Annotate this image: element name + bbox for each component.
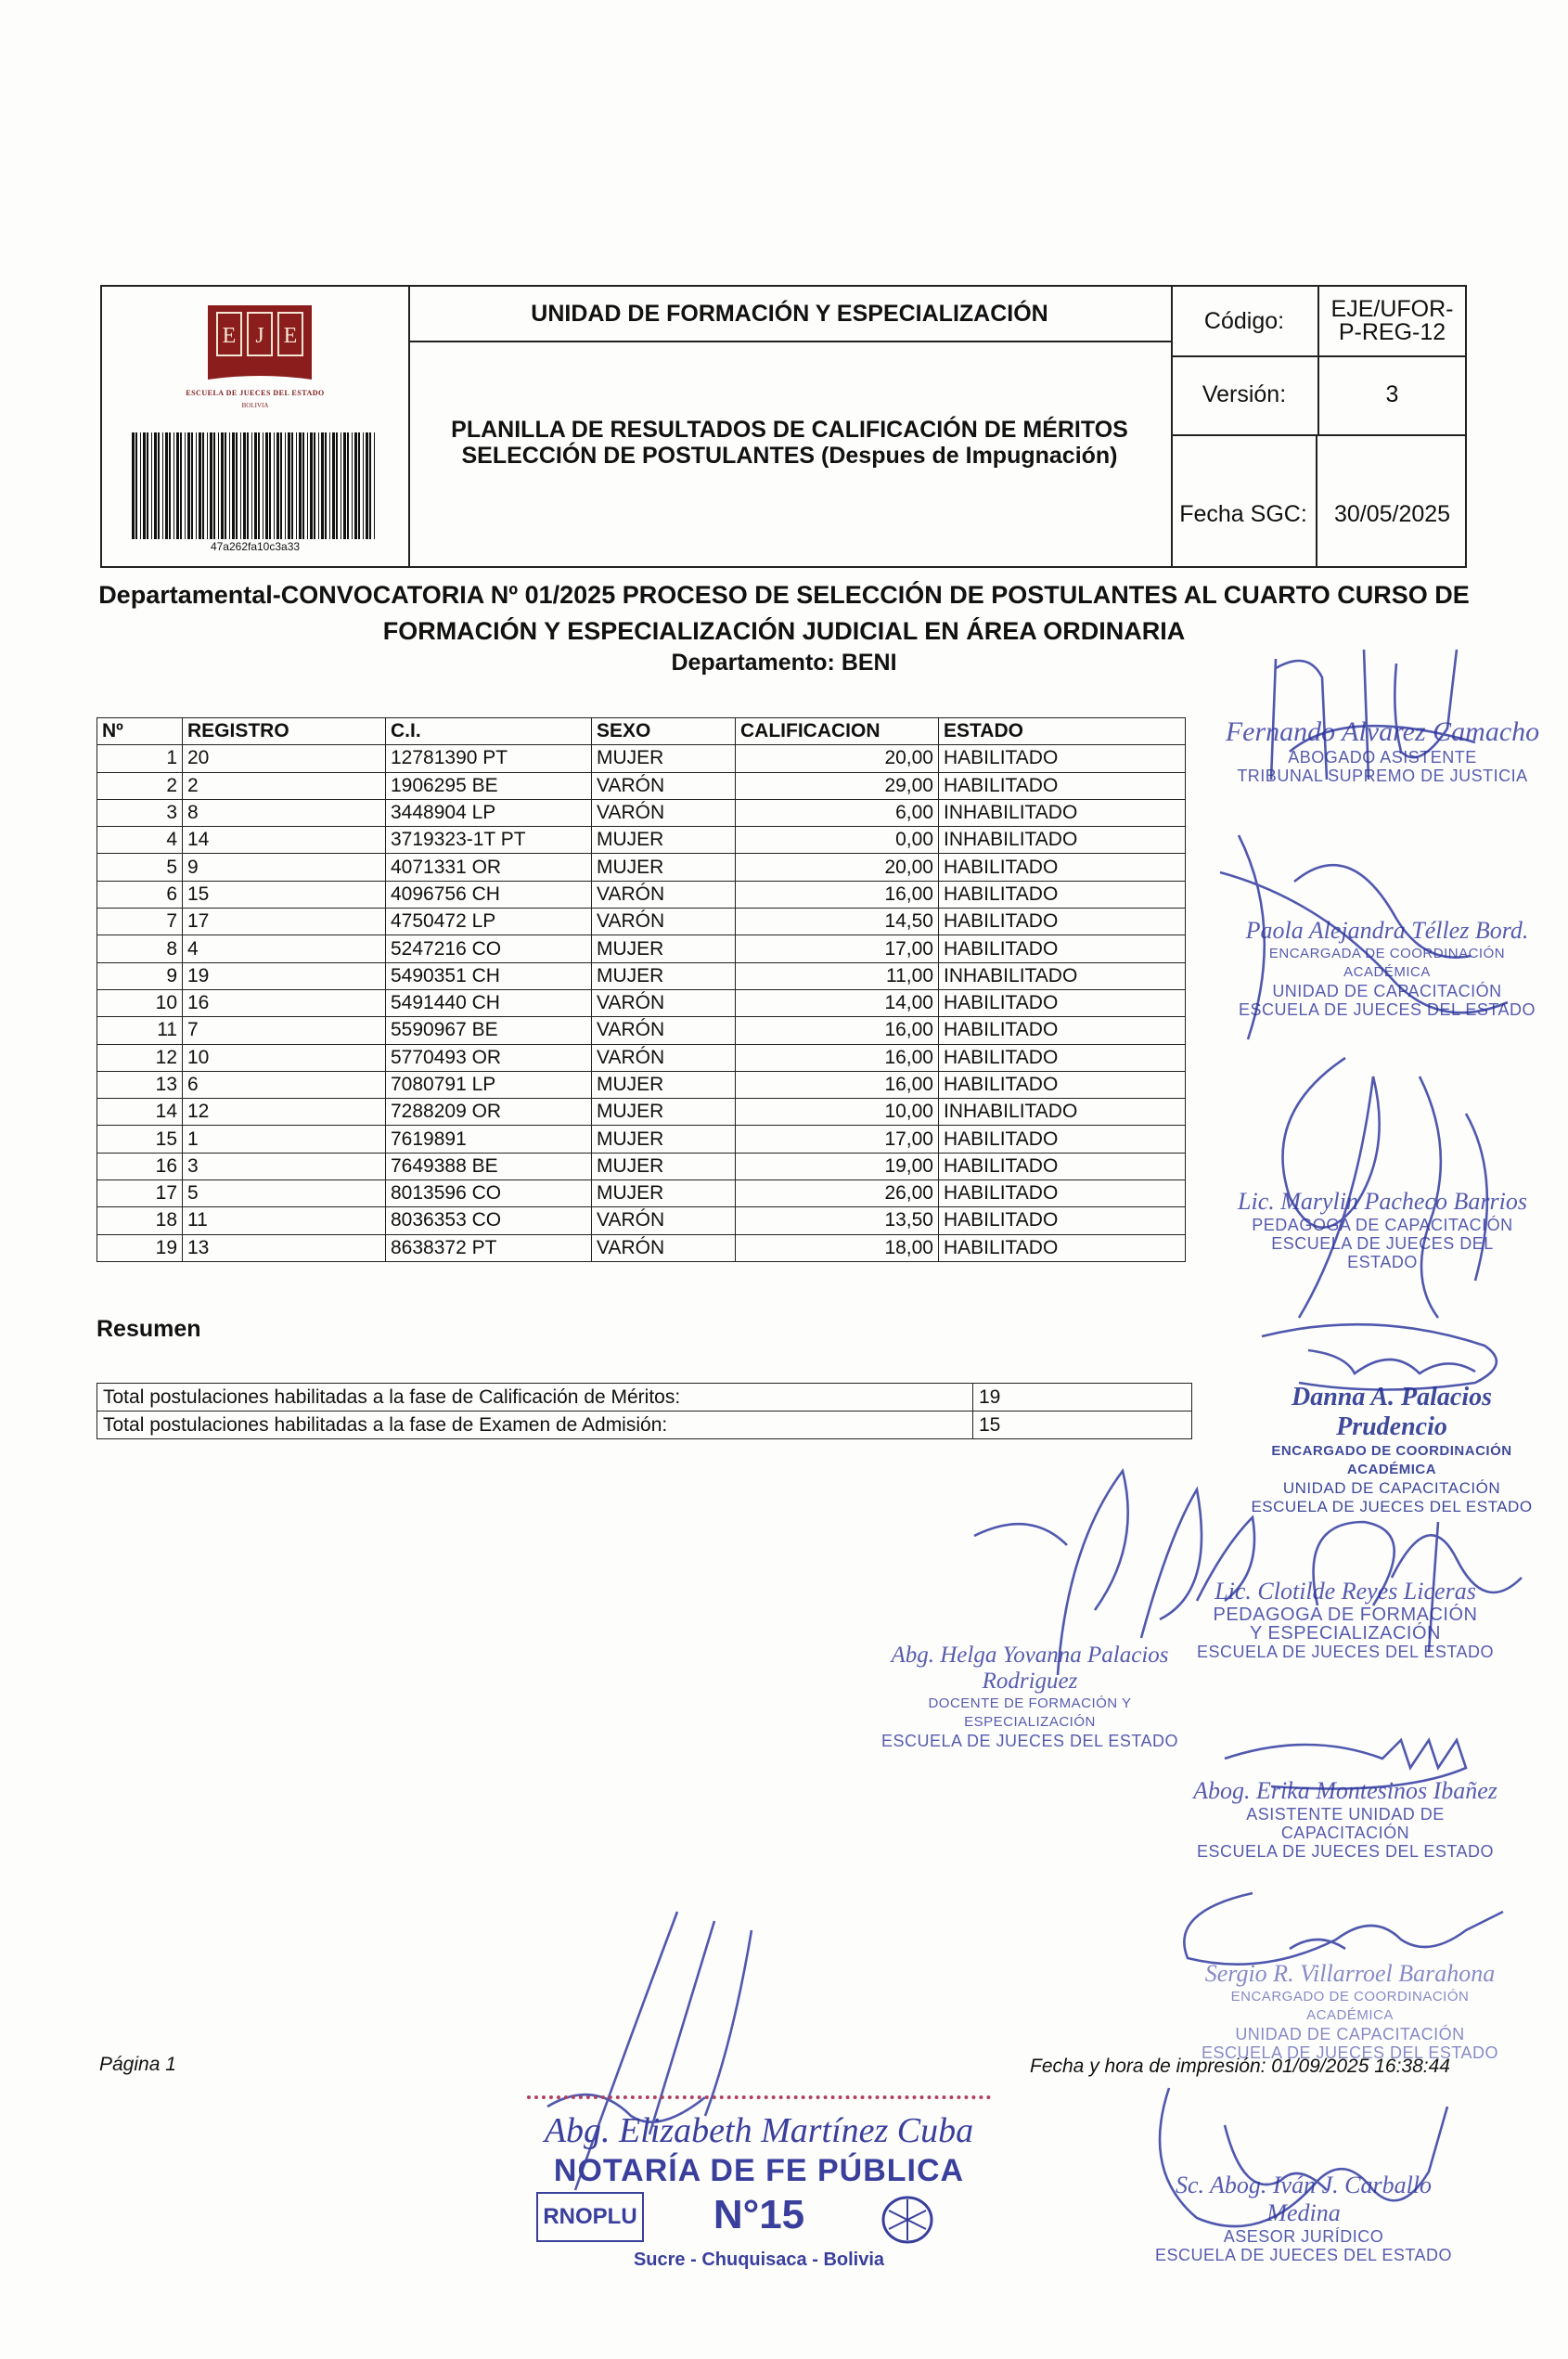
cell-estado: HABILITADO xyxy=(939,989,1186,1016)
barcode-bar xyxy=(325,432,327,539)
cell-calificacion: 16,00 xyxy=(736,1071,939,1098)
notary-name: Abg. Elizabeth Martínez Cuba xyxy=(544,2111,974,2150)
table-row xyxy=(97,772,1186,799)
table-row xyxy=(97,1207,1186,1234)
summary-row xyxy=(97,1384,1192,1412)
barcode-bar xyxy=(185,432,186,539)
cell-estado: INHABILITADO xyxy=(939,1099,1186,1126)
barcode-bar xyxy=(151,432,152,539)
cell-n: 8 xyxy=(97,935,183,962)
cell-calificacion: 14,50 xyxy=(736,909,939,935)
svg-text:E: E xyxy=(283,324,298,348)
signature-fernando xyxy=(1234,640,1503,789)
barcode-bar xyxy=(314,432,315,539)
barcode-bar xyxy=(321,432,324,539)
cell-estado: HABILITADO xyxy=(939,909,1186,935)
cell-calificacion: 17,00 xyxy=(736,1126,939,1153)
stamp-name: Lic. Marylin Pacheco Barrios xyxy=(1238,1188,1527,1215)
column-header: ESTADO xyxy=(939,718,1186,745)
cell-estado: HABILITADO xyxy=(939,1126,1186,1153)
cell-calificacion: 18,00 xyxy=(736,1234,939,1261)
signature-clotilde xyxy=(1243,1466,1531,1680)
barcode-bar xyxy=(169,432,171,539)
stamp-name: Paola Alejandra Téllez Bord. xyxy=(1245,917,1529,944)
cell-registro: 6 xyxy=(183,1071,386,1098)
cell-registro: 4 xyxy=(183,935,386,962)
cell-registro: 3 xyxy=(183,1153,386,1180)
table-row xyxy=(97,989,1186,1016)
barcode-bar xyxy=(276,432,279,539)
cell-estado: HABILITADO xyxy=(939,1044,1186,1071)
barcode-bar xyxy=(132,432,135,539)
unit-title: UNIDAD DE FORMACIÓN Y ESPECIALIZACIÓN xyxy=(408,287,1171,342)
svg-text:E: E xyxy=(222,324,237,348)
summary-value: 15 xyxy=(973,1412,1192,1439)
cell-n: 12 xyxy=(97,1044,183,1071)
table-row xyxy=(97,1126,1186,1153)
barcode-bar xyxy=(343,432,346,539)
cell-n: 5 xyxy=(97,854,183,881)
barcode-bar xyxy=(202,432,204,539)
stamp-name: Lic. Clotilde Reyes Liceras xyxy=(1215,1578,1476,1605)
barcode-bar xyxy=(274,432,275,539)
barcode-bar xyxy=(265,432,268,539)
cell-ci: 12781390 PT xyxy=(386,745,592,772)
barcode-bar xyxy=(232,432,235,539)
barcode-bar xyxy=(176,432,179,539)
cell-sexo: MUJER xyxy=(592,1099,736,1126)
stamp-line: ASESOR JURÍDICO xyxy=(1223,2227,1384,2246)
stamp-name: Abog. Erika Montesinos Ibañez xyxy=(1193,1777,1497,1804)
cell-registro: 13 xyxy=(183,1234,386,1261)
summary-label: Total postulaciones habilitadas a la fase de Calificación de Méritos: xyxy=(97,1384,973,1412)
table-row xyxy=(97,1099,1186,1126)
barcode-bar xyxy=(210,432,212,539)
page-number: Página 1 xyxy=(99,2054,176,2075)
cell-ci: 4096756 CH xyxy=(386,881,592,908)
cell-sexo: MUJER xyxy=(592,935,736,962)
cell-sexo: VARÓN xyxy=(592,772,736,799)
signature-helga xyxy=(919,1434,1290,1703)
notary-seal xyxy=(527,2090,991,2285)
school-logo xyxy=(204,303,315,387)
cell-ci: 5770493 OR xyxy=(386,1044,592,1071)
cell-registro: 12 xyxy=(183,1099,386,1126)
barcode-bar xyxy=(296,432,297,539)
cell-n: 15 xyxy=(97,1126,183,1153)
cell-registro: 17 xyxy=(183,909,386,935)
barcode-bar xyxy=(363,432,364,539)
cell-sexo: MUJER xyxy=(592,854,736,881)
cell-calificacion: 6,00 xyxy=(736,799,939,826)
cell-calificacion: 20,00 xyxy=(736,854,939,881)
cell-sexo: MUJER xyxy=(592,1153,736,1180)
cell-estado: HABILITADO xyxy=(939,935,1186,962)
cell-ci: 8036353 CO xyxy=(386,1207,592,1234)
barcode-bar xyxy=(352,432,353,539)
barcode-bar xyxy=(318,432,319,539)
table-row xyxy=(97,909,1186,935)
cell-calificacion: 11,00 xyxy=(736,962,939,989)
cell-sexo: MUJER xyxy=(592,962,736,989)
codigo-label: Código: xyxy=(1171,287,1319,355)
cell-ci: 5490351 CH xyxy=(386,962,592,989)
fecha-row xyxy=(1171,434,1465,566)
cell-estado: HABILITADO xyxy=(939,854,1186,881)
barcode-bar xyxy=(299,432,302,539)
cell-registro: 11 xyxy=(183,1207,386,1234)
resumen-heading: Resumen xyxy=(96,1316,201,1342)
cell-estado: HABILITADO xyxy=(939,1071,1186,1098)
barcode-bar xyxy=(285,432,286,539)
barcode-bar xyxy=(307,432,308,539)
fecha-value: 30/05/2025 xyxy=(1333,500,1451,527)
logo-cell xyxy=(102,287,410,566)
cell-n: 19 xyxy=(97,1234,183,1261)
stamp-line: UNIDAD DE CAPACITACIÓN xyxy=(1235,2025,1465,2043)
cell-registro: 7 xyxy=(183,1017,386,1044)
cell-sexo: VARÓN xyxy=(592,1234,736,1261)
barcode-bar xyxy=(165,432,168,539)
cell-n: 11 xyxy=(97,1017,183,1044)
cell-estado: HABILITADO xyxy=(939,881,1186,908)
barcode-bar xyxy=(329,432,330,539)
cell-sexo: MUJER xyxy=(592,1180,736,1207)
stamp-line: ESCUELA DE JUECES DEL ESTADO xyxy=(1196,1842,1495,1861)
cell-ci: 4750472 LP xyxy=(386,909,592,935)
cell-calificacion: 0,00 xyxy=(736,827,939,854)
results-table xyxy=(96,717,1186,1262)
barcode-bar xyxy=(135,432,137,539)
barcode-bar xyxy=(225,432,226,539)
codigo-row xyxy=(1171,287,1465,357)
cell-estado: HABILITADO xyxy=(939,772,1186,799)
logo-caption-country: BOLIVIA xyxy=(241,402,269,409)
convocatoria-heading: Departamental-CONVOCATORIA Nº 01/2025 PROCESO DE SELECCIÓN DE POSTULANTES AL CUARTO CURSO DE FORMACIÓN Y ESPECIALIZACIÓN JUDICIAL EN ÁREA ORDINARIA xyxy=(98,581,1470,645)
cell-registro: 5 xyxy=(183,1180,386,1207)
cell-ci: 7288209 OR xyxy=(386,1099,592,1126)
column-header: CALIFICACION xyxy=(736,718,939,745)
stamp-line: UNIDAD DE CAPACITACIÓN xyxy=(1282,1479,1501,1497)
cell-n: 14 xyxy=(97,1099,183,1126)
cell-estado: INHABILITADO xyxy=(939,799,1186,826)
logo-caption: ESCUELA DE JUECES DEL ESTADO xyxy=(186,389,325,397)
cell-calificacion: 29,00 xyxy=(736,772,939,799)
column-header: REGISTRO xyxy=(183,718,386,745)
column-header: Nº xyxy=(97,718,183,745)
barcode-bar xyxy=(251,432,252,539)
barcode-bar xyxy=(310,432,313,539)
barcode-bar xyxy=(207,432,208,539)
notary-city: Sucre - Chuquisaca - Bolivia xyxy=(633,2249,885,2270)
table-row xyxy=(97,1017,1186,1044)
stamp-name: Fernando Alvarez Camacho xyxy=(1225,716,1540,747)
barcode-bar xyxy=(218,432,219,539)
table-row xyxy=(97,1180,1186,1207)
cell-registro: 10 xyxy=(183,1044,386,1071)
barcode-bar xyxy=(354,432,357,539)
signature-danna xyxy=(1243,1299,1531,1401)
cell-n: 2 xyxy=(97,772,183,799)
barcode-bar xyxy=(140,432,141,539)
cell-ci: 3448904 LP xyxy=(386,799,592,826)
barcode-bar xyxy=(229,432,230,539)
table-row xyxy=(97,1071,1186,1098)
document-title-line2: SELECCIÓN DE POSTULANTES (Despues de Impugnación) xyxy=(461,443,1118,469)
column-header: SEXO xyxy=(592,718,736,745)
signature-marylin xyxy=(1243,1039,1522,1336)
cell-n: 17 xyxy=(97,1180,183,1207)
cell-sexo: VARÓN xyxy=(592,881,736,908)
bolivia-coat-of-arms-icon xyxy=(875,2192,940,2248)
cell-estado: HABILITADO xyxy=(939,745,1186,772)
notary-registry-logo: RNOPLU xyxy=(536,2192,644,2242)
stamp-line: ENCARGADA DE COORDINACIÓN ACADÉMICA xyxy=(1268,946,1506,980)
barcode-bar xyxy=(158,432,160,539)
table-row xyxy=(97,745,1186,772)
barcode xyxy=(130,432,380,539)
cell-sexo: MUJER xyxy=(592,745,736,772)
barcode-bar xyxy=(199,432,201,539)
barcode-bar xyxy=(291,432,293,539)
barcode-bar xyxy=(336,432,338,539)
cell-n: 1 xyxy=(97,745,183,772)
cell-sexo: VARÓN xyxy=(592,799,736,826)
cell-calificacion: 26,00 xyxy=(736,1180,939,1207)
barcode-bar xyxy=(187,432,190,539)
barcode-bar xyxy=(254,432,257,539)
cell-registro: 14 xyxy=(183,827,386,854)
cell-ci: 7649388 BE xyxy=(386,1153,592,1180)
cell-sexo: MUJER xyxy=(592,1126,736,1153)
barcode-bar xyxy=(243,432,246,539)
signature-sergio xyxy=(1150,1875,1522,1986)
fecha-label: Fecha SGC: xyxy=(1171,434,1317,566)
table-row xyxy=(97,827,1186,854)
barcode-bar xyxy=(147,432,148,539)
table-row xyxy=(97,799,1186,826)
stamp-line: Y ESPECIALIZACIÓN xyxy=(1250,1623,1441,1644)
cell-sexo: VARÓN xyxy=(592,1044,736,1071)
metadata-cell xyxy=(1171,287,1465,566)
version-row xyxy=(1171,355,1465,436)
cell-registro: 8 xyxy=(183,799,386,826)
cell-calificacion: 16,00 xyxy=(736,881,939,908)
table-row xyxy=(97,935,1186,962)
cell-estado: INHABILITADO xyxy=(939,962,1186,989)
cell-calificacion: 17,00 xyxy=(736,935,939,962)
cell-n: 18 xyxy=(97,1207,183,1234)
cell-estado: HABILITADO xyxy=(939,1017,1186,1044)
table-row xyxy=(97,1153,1186,1180)
cell-registro: 20 xyxy=(183,745,386,772)
barcode-bar xyxy=(221,432,224,539)
cell-calificacion: 10,00 xyxy=(736,1099,939,1126)
barcode-bar xyxy=(302,432,304,539)
barcode-bar xyxy=(196,432,197,539)
table-header-row xyxy=(97,718,1186,745)
cell-n: 7 xyxy=(97,909,183,935)
cell-sexo: VARÓN xyxy=(592,1207,736,1234)
signature-erika xyxy=(1215,1721,1503,1805)
cell-registro: 9 xyxy=(183,854,386,881)
column-header: C.I. xyxy=(386,718,592,745)
cell-ci: 7080791 LP xyxy=(386,1071,592,1098)
cell-ci: 1906295 BE xyxy=(386,772,592,799)
stamp-line: ENCARGADO DE COORDINACIÓN ACADÉMICA xyxy=(1230,1989,1470,2023)
cell-ci: 5247216 CO xyxy=(386,935,592,962)
signature-paola xyxy=(1211,817,1526,1058)
barcode-bar xyxy=(162,432,163,539)
barcode-bar xyxy=(374,432,375,539)
stamp-line: ASISTENTE UNIDAD DE CAPACITACIÓN xyxy=(1246,1805,1445,1842)
cell-estado: HABILITADO xyxy=(939,1207,1186,1234)
barcode-bar xyxy=(280,432,282,539)
stamp-line: DOCENTE DE FORMACIÓN Y ESPECIALIZACIÓN xyxy=(928,1695,1132,1730)
cell-n: 3 xyxy=(97,799,183,826)
stamp-line: PEDAGOGA DE FORMACIÓN xyxy=(1213,1605,1478,1625)
stamp-line: ESCUELA DE JUECES DEL ESTADO xyxy=(1271,1234,1494,1271)
notary-dotted-border xyxy=(527,2095,991,2099)
stamp-name: Sergio R. Villarroel Barahona xyxy=(1204,1960,1496,1987)
table-row xyxy=(97,854,1186,881)
cell-n: 4 xyxy=(97,827,183,854)
cell-registro: 2 xyxy=(183,772,386,799)
cell-calificacion: 16,00 xyxy=(736,1044,939,1071)
departamento-heading: Departamento: BENI xyxy=(671,650,897,676)
stamp-name: Danna A. Palacios Prudencio xyxy=(1292,1383,1492,1441)
document-title xyxy=(408,417,1171,469)
cell-estado: HABILITADO xyxy=(939,1180,1186,1207)
cell-n: 6 xyxy=(97,881,183,908)
summary-label: Total postulaciones habilitadas a la fase de Examen de Admisión: xyxy=(97,1412,973,1439)
barcode-bar xyxy=(366,432,368,539)
stamp-line: TRIBUNAL SUPREMO DE JUSTICIA xyxy=(1237,767,1528,785)
notary-number: N°15 xyxy=(713,2192,805,2237)
stamp-line: ESCUELA DE JUECES DEL ESTADO xyxy=(1251,1498,1533,1515)
signature-ivan xyxy=(1113,2069,1466,2255)
cell-registro: 16 xyxy=(183,989,386,1016)
cell-sexo: VARÓN xyxy=(592,909,736,935)
cell-sexo: MUJER xyxy=(592,827,736,854)
cell-n: 13 xyxy=(97,1071,183,1098)
barcode-bar xyxy=(180,432,182,539)
document-header xyxy=(100,285,1467,568)
cell-sexo: VARÓN xyxy=(592,989,736,1016)
summary-table xyxy=(96,1383,1192,1439)
barcode-bar xyxy=(191,432,193,539)
version-label: Versión: xyxy=(1171,355,1319,434)
cell-sexo: VARÓN xyxy=(592,1017,736,1044)
stamp-line: ESCUELA DE JUECES DEL ESTADO xyxy=(1201,2043,1499,2062)
barcode-bar xyxy=(258,432,260,539)
document-title-line1: PLANILLA DE RESULTADOS DE CALIFICACIÓN DE MÉRITOS xyxy=(451,417,1128,443)
barcode-bar xyxy=(143,432,146,539)
table-row xyxy=(97,1044,1186,1071)
stamp-line: ESCUELA DE JUECES DEL ESTADO xyxy=(880,1732,1179,1750)
barcode-bar xyxy=(269,432,271,539)
barcode-bar xyxy=(247,432,249,539)
cell-calificacion: 16,00 xyxy=(736,1017,939,1044)
cell-ci: 3719323-1T PT xyxy=(386,827,592,854)
stamp-line: UNIDAD DE CAPACITACIÓN xyxy=(1272,982,1502,1000)
cell-calificacion: 14,00 xyxy=(736,989,939,1016)
cell-registro: 19 xyxy=(183,962,386,989)
print-datetime: Fecha y hora de impresión: 01/09/2025 16:38:44 xyxy=(1030,2056,1450,2077)
codigo-value: EJE/UFOR-P-REG-12 xyxy=(1330,296,1454,345)
stamp-line: ESCUELA DE JUECES DEL ESTADO xyxy=(1238,1000,1536,1019)
stamp-name: Abg. Helga Yovanna Palacios Rodriguez xyxy=(891,1643,1169,1694)
cell-estado: HABILITADO xyxy=(939,1234,1186,1261)
cell-ci: 8013596 CO xyxy=(386,1180,592,1207)
barcode-bar xyxy=(213,432,215,539)
table-row xyxy=(97,1234,1186,1261)
cell-estado: HABILITADO xyxy=(939,1153,1186,1180)
cell-n: 10 xyxy=(97,989,183,1016)
barcode-bar xyxy=(288,432,290,539)
cell-ci: 4071331 OR xyxy=(386,854,592,881)
cell-n: 16 xyxy=(97,1153,183,1180)
stamp-line: ABOGADO ASISTENTE xyxy=(1288,748,1477,767)
stamp-name: Sc. Abog. Iván J. Carballo Medina xyxy=(1175,2172,1433,2226)
cell-n: 9 xyxy=(97,962,183,989)
table-row xyxy=(97,962,1186,989)
cell-sexo: MUJER xyxy=(592,1071,736,1098)
barcode-bar xyxy=(236,432,238,539)
barcode-text: 47a262fa10c3a33 xyxy=(210,540,301,553)
cell-estado: INHABILITADO xyxy=(939,827,1186,854)
cell-registro: 15 xyxy=(183,881,386,908)
notary-title: NOTARÍA DE FE PÚBLICA xyxy=(553,2153,965,2188)
cell-calificacion: 13,50 xyxy=(736,1207,939,1234)
barcode-bar xyxy=(332,432,335,539)
cell-registro: 1 xyxy=(183,1126,386,1153)
cell-ci: 5491440 CH xyxy=(386,989,592,1016)
stamp-line: ESCUELA DE JUECES DEL ESTADO xyxy=(1196,1643,1495,1661)
cell-ci: 5590967 BE xyxy=(386,1017,592,1044)
cell-ci: 7619891 xyxy=(386,1126,592,1153)
svg-text:J: J xyxy=(255,324,264,348)
barcode-bar xyxy=(347,432,349,539)
version-value: 3 xyxy=(1385,381,1399,407)
barcode-bar xyxy=(240,432,241,539)
barcode-bar xyxy=(369,432,371,539)
stamp-line: PEDAGOGA DE CAPACITACIÓN xyxy=(1252,1216,1513,1234)
stamp-line: ENCARGADO DE COORDINACIÓN ACADÉMICA xyxy=(1271,1443,1512,1477)
cell-ci: 8638372 PT xyxy=(386,1234,592,1261)
stamp-line: ESCUELA DE JUECES DEL ESTADO xyxy=(1154,2246,1453,2264)
table-row xyxy=(97,881,1186,908)
title-cell xyxy=(408,287,1173,566)
cell-calificacion: 19,00 xyxy=(736,1153,939,1180)
summary-value: 19 xyxy=(973,1384,1192,1412)
barcode-bar xyxy=(154,432,157,539)
barcode-bar xyxy=(358,432,360,539)
cell-calificacion: 20,00 xyxy=(736,745,939,772)
